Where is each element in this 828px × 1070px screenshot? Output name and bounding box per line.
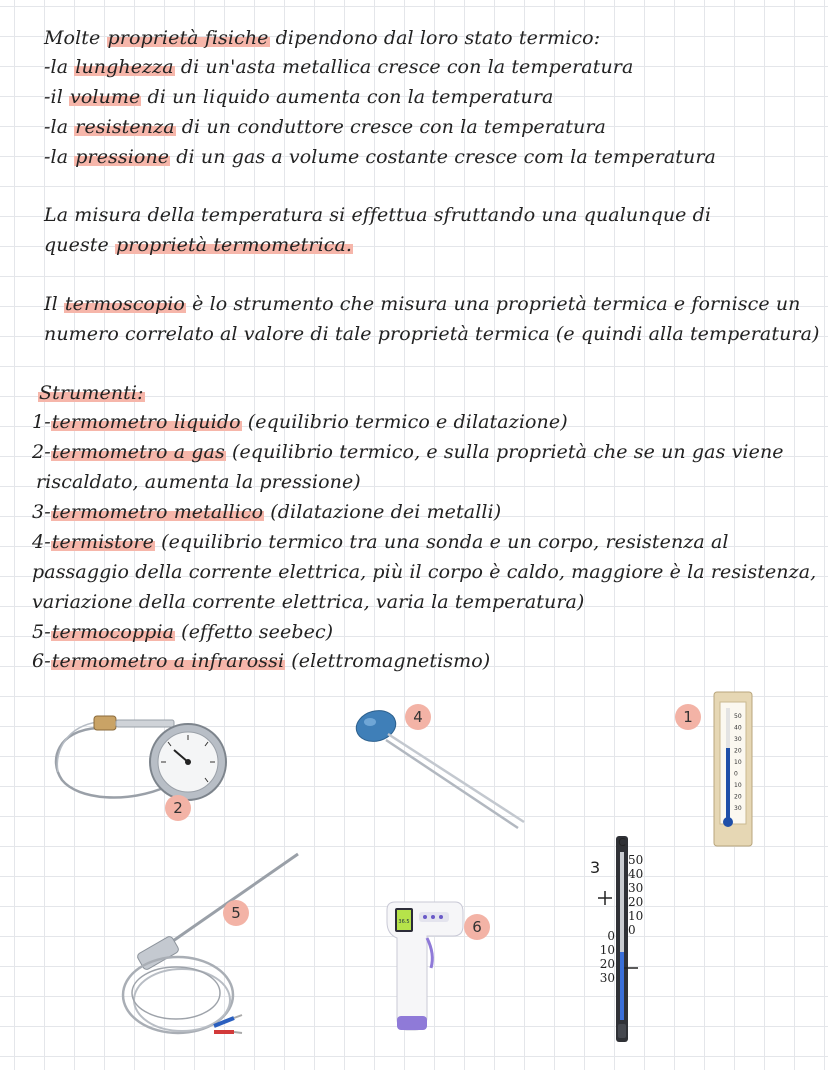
strumento-2: 2-termometro a gas (equilibrio termico, e sulla proprietà che se un gas viene — [32, 441, 784, 463]
termoscopio-line-2: numero correlato al valore di tale proprietà termica (e quindi alla temperatura) — [44, 323, 820, 345]
scale-tick-label: 10 — [628, 909, 644, 923]
highlight: proprietà termometrica. — [116, 234, 353, 256]
highlight: lunghezza — [75, 56, 174, 78]
figure-label-6: 6 — [464, 914, 490, 940]
scale-tick-label: 10 — [734, 782, 742, 789]
figure-label-1: 1 — [675, 704, 701, 730]
scale-tick-label: 20 — [599, 957, 615, 971]
infrared-thermometer-image — [385, 898, 465, 1036]
intro-line-3: -il volume di un liquido aumenta con la temperatura — [44, 86, 554, 108]
highlight: termistore — [51, 531, 154, 553]
highlight: proprietà fisiche — [107, 27, 269, 49]
svg-text:36.5: 36.5 — [398, 919, 410, 925]
scale-tick-label: 0 — [628, 923, 636, 937]
scale-tick-label: 10 — [734, 759, 742, 766]
highlight: pressione — [75, 146, 170, 168]
highlight: termometro a infrarossi — [51, 650, 285, 672]
scale-tick-label: 40 — [734, 724, 742, 732]
strumento-5: 5-termocoppia (effetto seebec) — [32, 621, 334, 643]
figure-label-5: 5 — [223, 900, 249, 926]
highlight: resistenza — [75, 116, 175, 138]
strumento-1: 1-termometro liquido (equilibrio termico e dilatazione) — [32, 411, 568, 433]
scale-tick-label: 30 — [734, 736, 742, 743]
intro-line-4: -la resistenza di un conduttore cresce con la temperatura — [44, 116, 606, 138]
termoscopio-line-1: Il termoscopio è lo strumento che misura una proprietà termica e fornisce un — [44, 293, 801, 315]
scale-tick-label: 20 — [628, 895, 644, 909]
highlight: termometro a gas — [51, 441, 225, 463]
highlight: volume — [70, 86, 141, 108]
strumento-2-cont: riscaldato, aumenta la pressione) — [36, 471, 361, 493]
strumento-4-cont-2: variazione della corrente elettrica, varia la temperatura) — [32, 591, 585, 613]
figure-label-4: 4 — [405, 704, 431, 730]
bourdon-thermometer-image — [48, 700, 238, 820]
intro-line-1: Molte proprietà fisiche dipendono dal loro stato termico: — [44, 27, 601, 49]
strumento-6: 6-termometro a infrarossi (elettromagnetismo) — [32, 650, 491, 672]
intro-line-5: -la pressione di un gas a volume costante cresce com la temperatura — [44, 146, 716, 168]
misura-line-2: queste proprietà termometrica. — [44, 234, 353, 256]
highlight: termometro liquido — [51, 411, 241, 433]
scale-tick-label: 30 — [599, 971, 615, 985]
scale-tick-label: 0 — [607, 929, 615, 943]
scale-tick-label: 0 — [734, 770, 738, 778]
highlight: termocoppia — [51, 621, 175, 643]
scale-tick-label: 10 — [599, 943, 615, 957]
figure-label-2: 2 — [165, 795, 191, 821]
strumenti-title: Strumenti: — [39, 382, 144, 404]
scale-tick-label: 40 — [628, 867, 644, 881]
wall-thermometer-image — [594, 832, 658, 1046]
scale-tick-label: 50 — [628, 853, 644, 867]
scale-tick-label: 30 — [734, 805, 742, 812]
figure-label-3: 3 — [590, 858, 601, 877]
scale-tick-label: 30 — [628, 881, 644, 895]
misura-line-1: La misura della temperatura si effettua sfruttando una qualunque di — [44, 204, 712, 226]
scale-tick-label: 50 — [734, 713, 742, 720]
strumento-3: 3-termometro metallico (dilatazione dei metalli) — [32, 501, 502, 523]
highlight: termometro metallico — [51, 501, 264, 523]
thermistor-image — [352, 702, 532, 832]
highlight: termoscopio — [64, 293, 185, 315]
liquid-thermometer-image — [712, 690, 754, 848]
scale-tick-label: 20 — [734, 793, 742, 801]
thermocouple-image — [118, 850, 308, 1045]
intro-line-2: -la lunghezza di un'asta metallica cresce con la temperatura — [44, 56, 634, 78]
svg-text:C: C — [618, 836, 626, 849]
strumento-4-cont-1: passaggio della corrente elettrica, più il corpo è caldo, maggiore è la resistenza, — [32, 561, 817, 583]
scale-tick-label: 20 — [734, 747, 742, 755]
strumento-4: 4-termistore (equilibrio termico tra una sonda e un corpo, resistenza al — [32, 531, 729, 553]
